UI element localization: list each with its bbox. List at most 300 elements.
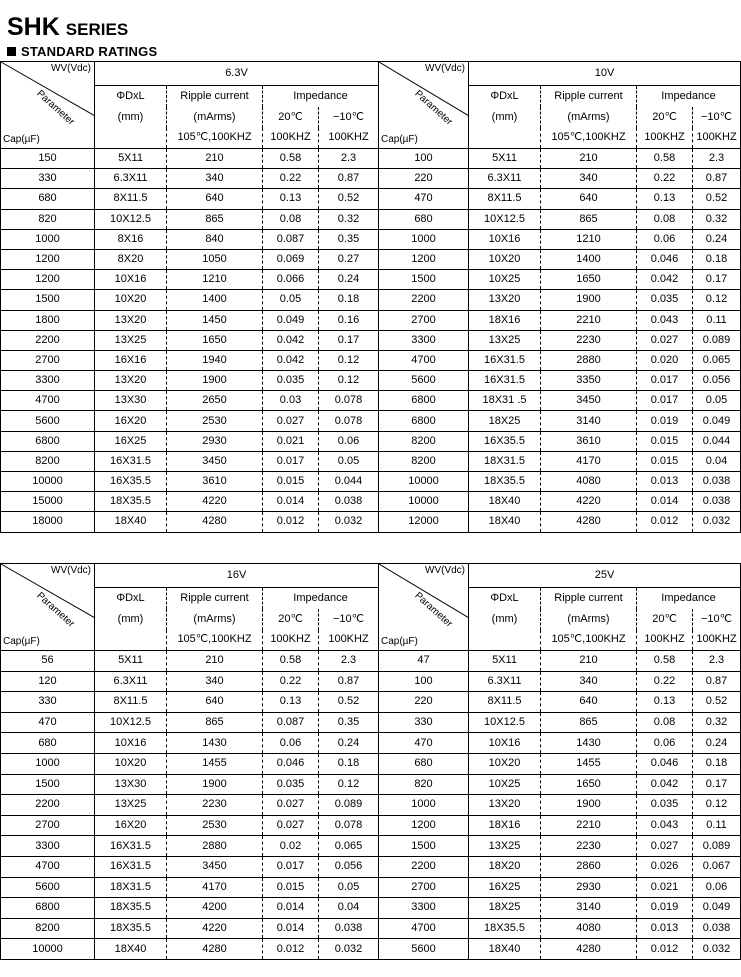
impedance-20-value: 0.02 [263, 836, 319, 857]
impedance-20-value: 0.58 [263, 651, 319, 672]
impedance-header: Impedance [637, 588, 741, 609]
impedance-minus10-value: 0.089 [693, 836, 741, 857]
header-corner [379, 62, 469, 149]
dxl-header: ΦDxL [469, 86, 541, 107]
table-row [1, 411, 379, 431]
table-row [1, 856, 379, 877]
size-value: 8X11.5 [95, 189, 167, 209]
cap-value: 4700 [1, 391, 95, 411]
impedance-minus10-value: 0.06 [319, 431, 379, 451]
ripple-value: 1900 [541, 290, 637, 310]
table-row [1, 189, 379, 209]
ripple-value: 2210 [541, 815, 637, 836]
ripple-value: 2230 [167, 795, 263, 816]
size-value: 18X40 [95, 939, 167, 960]
size-value: 16X16 [95, 350, 167, 370]
ripple-value: 1455 [167, 753, 263, 774]
impedance-minus10-value: 0.52 [319, 189, 379, 209]
freq-20-header: 100KHZ [263, 128, 319, 149]
table-row [1, 391, 379, 411]
size-value: 10X12.5 [95, 712, 167, 733]
ripple-value: 4280 [167, 512, 263, 532]
section-heading-text: STANDARD RATINGS [21, 44, 158, 59]
table-row [379, 229, 741, 249]
cap-value: 3300 [1, 371, 95, 391]
temp-minus10-header: −10℃ [693, 609, 741, 630]
cap-value: 10000 [379, 472, 469, 492]
impedance-minus10-value: 0.27 [319, 249, 379, 269]
ratings-table-0 [0, 61, 379, 533]
dxl-blank [469, 630, 541, 651]
size-value: 16X25 [469, 877, 541, 898]
freq-20-header: 100KHZ [637, 630, 693, 651]
table-row [1, 270, 379, 290]
cap-value: 1500 [379, 270, 469, 290]
cap-value: 330 [1, 169, 95, 189]
mm-unit: (mm) [95, 609, 167, 630]
cap-value: 5600 [379, 371, 469, 391]
parameter-label: Parameter [412, 88, 455, 128]
size-value: 16X31.5 [95, 836, 167, 857]
size-value: 5X11 [469, 651, 541, 672]
size-value: 10X12.5 [95, 209, 167, 229]
ripple-value: 840 [167, 229, 263, 249]
size-value: 10X16 [469, 733, 541, 754]
impedance-20-value: 0.042 [263, 350, 319, 370]
size-value: 8X11.5 [469, 189, 541, 209]
cap-label: Cap(µF) [3, 134, 40, 145]
impedance-minus10-value: 0.04 [693, 451, 741, 471]
cap-value: 1200 [379, 249, 469, 269]
ripple-value: 340 [541, 671, 637, 692]
impedance-20-value: 0.027 [263, 411, 319, 431]
impedance-minus10-value: 0.032 [319, 939, 379, 960]
impedance-20-value: 0.027 [637, 330, 693, 350]
voltage-header: 10V [469, 62, 741, 86]
ripple-value: 2530 [167, 815, 263, 836]
impedance-minus10-value: 0.05 [319, 451, 379, 471]
impedance-20-value: 0.014 [263, 898, 319, 919]
impedance-minus10-value: 0.06 [693, 877, 741, 898]
ripple-value: 640 [167, 189, 263, 209]
header-corner [379, 564, 469, 651]
size-value: 13X30 [95, 774, 167, 795]
table-row [1, 169, 379, 189]
impedance-20-value: 0.027 [263, 795, 319, 816]
size-value: 10X16 [95, 270, 167, 290]
impedance-minus10-value: 0.12 [693, 290, 741, 310]
voltage-header: 25V [469, 564, 741, 588]
cap-value: 4700 [1, 856, 95, 877]
impedance-minus10-value: 0.038 [693, 492, 741, 512]
impedance-minus10-value: 0.11 [693, 310, 741, 330]
impedance-minus10-value: 0.18 [693, 249, 741, 269]
impedance-20-value: 0.035 [263, 371, 319, 391]
ripple-value: 3450 [541, 391, 637, 411]
impedance-minus10-value: 0.32 [693, 712, 741, 733]
impedance-20-value: 0.03 [263, 391, 319, 411]
cap-value: 8200 [1, 918, 95, 939]
size-value: 10X25 [469, 774, 541, 795]
cap-value: 220 [379, 692, 469, 713]
table-row [1, 149, 379, 169]
table-row [379, 753, 741, 774]
ripple-value: 2880 [541, 350, 637, 370]
ripple-value: 1210 [541, 229, 637, 249]
table-row [1, 651, 379, 672]
ripple-value: 4220 [167, 492, 263, 512]
table-row [379, 149, 741, 169]
cap-value: 6800 [379, 391, 469, 411]
table-row [1, 836, 379, 857]
ripple-value: 4080 [541, 918, 637, 939]
cap-value: 6800 [1, 898, 95, 919]
cap-value: 2200 [1, 795, 95, 816]
size-value: 18X25 [469, 411, 541, 431]
table-row [379, 712, 741, 733]
cap-value: 680 [379, 209, 469, 229]
table-row [379, 856, 741, 877]
impedance-20-value: 0.017 [263, 856, 319, 877]
size-value: 18X35.5 [95, 918, 167, 939]
size-value: 18X25 [469, 898, 541, 919]
impedance-minus10-value: 0.044 [319, 472, 379, 492]
ripple-value: 3140 [541, 411, 637, 431]
freq-20-header: 100KHZ [637, 128, 693, 149]
ripple-value: 2530 [167, 411, 263, 431]
cap-value: 10000 [379, 492, 469, 512]
impedance-minus10-value: 0.067 [693, 856, 741, 877]
impedance-20-value: 0.08 [263, 209, 319, 229]
cap-value: 1200 [1, 270, 95, 290]
ripple-value: 210 [167, 651, 263, 672]
table-row [379, 795, 741, 816]
ripple-condition: 105℃,100KHZ [167, 630, 263, 651]
table-row [1, 774, 379, 795]
freq-minus10-header: 100KHZ [693, 128, 741, 149]
size-value: 18X35.5 [95, 492, 167, 512]
ripple-value: 1900 [541, 795, 637, 816]
ripple-value: 1650 [541, 774, 637, 795]
table-row [1, 877, 379, 898]
cap-label: Cap(µF) [381, 134, 418, 145]
size-value: 16X35.5 [469, 431, 541, 451]
impedance-20-value: 0.13 [263, 692, 319, 713]
cap-value: 8200 [379, 431, 469, 451]
temp-20-header: 20℃ [637, 609, 693, 630]
cap-value: 8200 [379, 451, 469, 471]
cap-value: 120 [1, 671, 95, 692]
impedance-20-value: 0.06 [637, 733, 693, 754]
impedance-minus10-value: 0.24 [693, 229, 741, 249]
size-value: 16X20 [95, 815, 167, 836]
size-value: 13X25 [95, 795, 167, 816]
table-row [379, 836, 741, 857]
cap-value: 3300 [379, 898, 469, 919]
table-row [379, 918, 741, 939]
ripple-value: 640 [167, 692, 263, 713]
ripple-value: 340 [167, 671, 263, 692]
impedance-minus10-value: 0.52 [693, 189, 741, 209]
size-value: 18X40 [469, 939, 541, 960]
ripple-value: 4080 [541, 472, 637, 492]
dxl-blank [95, 630, 167, 651]
impedance-minus10-value: 0.056 [693, 371, 741, 391]
freq-minus10-header: 100KHZ [693, 630, 741, 651]
cap-value: 5600 [1, 877, 95, 898]
size-value: 18X31.5 [95, 877, 167, 898]
table-row [379, 310, 741, 330]
parameter-label: Parameter [412, 590, 455, 630]
ripple-value: 3350 [541, 371, 637, 391]
ripple-value: 1430 [167, 733, 263, 754]
impedance-20-value: 0.05 [263, 290, 319, 310]
ripple-value: 1210 [167, 270, 263, 290]
size-value: 16X31.5 [469, 371, 541, 391]
impedance-20-value: 0.013 [637, 472, 693, 492]
cap-value: 3300 [1, 836, 95, 857]
size-value: 18X31.5 [469, 451, 541, 471]
ripple-value: 2860 [541, 856, 637, 877]
table-row [379, 815, 741, 836]
ripple-value: 865 [541, 209, 637, 229]
impedance-minus10-value: 0.05 [319, 877, 379, 898]
size-value: 6.3X11 [95, 169, 167, 189]
ripple-header: Ripple current [541, 588, 637, 609]
impedance-minus10-value: 0.038 [319, 492, 379, 512]
impedance-20-value: 0.017 [637, 371, 693, 391]
impedance-minus10-value: 0.35 [319, 229, 379, 249]
impedance-20-value: 0.087 [263, 712, 319, 733]
table-row [379, 290, 741, 310]
ripple-value: 4200 [167, 898, 263, 919]
table-row [1, 898, 379, 919]
impedance-minus10-value: 0.52 [693, 692, 741, 713]
header-corner [1, 564, 95, 651]
size-value: 10X20 [95, 290, 167, 310]
size-value: 13X25 [469, 330, 541, 350]
impedance-minus10-value: 0.065 [693, 350, 741, 370]
ripple-value: 210 [167, 149, 263, 169]
cap-value: 3300 [379, 330, 469, 350]
size-value: 18X35.5 [469, 472, 541, 492]
ripple-value: 3140 [541, 898, 637, 919]
impedance-minus10-value: 0.038 [319, 918, 379, 939]
ripple-value: 865 [541, 712, 637, 733]
impedance-minus10-value: 0.24 [693, 733, 741, 754]
size-value: 10X20 [469, 249, 541, 269]
table-row [1, 492, 379, 512]
impedance-20-value: 0.06 [637, 229, 693, 249]
impedance-20-value: 0.58 [637, 149, 693, 169]
ripple-condition: 105℃,100KHZ [541, 630, 637, 651]
impedance-minus10-value: 0.078 [319, 411, 379, 431]
cap-value: 220 [379, 169, 469, 189]
impedance-minus10-value: 0.87 [319, 169, 379, 189]
impedance-minus10-value: 0.078 [319, 391, 379, 411]
impedance-20-value: 0.042 [637, 774, 693, 795]
impedance-minus10-value: 0.05 [693, 391, 741, 411]
impedance-minus10-value: 2.3 [319, 651, 379, 672]
ripple-value: 1430 [541, 733, 637, 754]
impedance-20-value: 0.08 [637, 712, 693, 733]
ripple-value: 640 [541, 692, 637, 713]
impedance-20-value: 0.069 [263, 249, 319, 269]
dxl-header: ΦDxL [95, 86, 167, 107]
ripple-value: 2210 [541, 310, 637, 330]
table-row [1, 209, 379, 229]
impedance-header: Impedance [263, 86, 379, 107]
size-value: 16X31.5 [95, 856, 167, 877]
ripple-value: 3610 [167, 472, 263, 492]
cap-value: 820 [1, 209, 95, 229]
freq-minus10-header: 100KHZ [319, 630, 379, 651]
ripple-value: 340 [167, 169, 263, 189]
impedance-20-value: 0.046 [263, 753, 319, 774]
temp-20-header: 20℃ [263, 107, 319, 128]
ripple-header: Ripple current [167, 86, 263, 107]
impedance-minus10-value: 0.044 [693, 431, 741, 451]
cap-value: 6800 [1, 431, 95, 451]
impedance-minus10-value: 0.16 [319, 310, 379, 330]
impedance-20-value: 0.049 [263, 310, 319, 330]
size-value: 16X31.5 [469, 350, 541, 370]
impedance-20-value: 0.026 [637, 856, 693, 877]
size-value: 8X11.5 [95, 692, 167, 713]
cap-value: 820 [379, 774, 469, 795]
impedance-20-value: 0.014 [263, 918, 319, 939]
table-row [1, 512, 379, 532]
ripple-value: 210 [541, 149, 637, 169]
size-value: 13X25 [469, 836, 541, 857]
table-row [379, 411, 741, 431]
cap-value: 15000 [1, 492, 95, 512]
cap-value: 1500 [379, 836, 469, 857]
table-row [379, 512, 741, 532]
series-name: SHK [7, 13, 60, 41]
ripple-value: 2930 [167, 431, 263, 451]
ripple-value: 865 [167, 712, 263, 733]
size-value: 16X35.5 [95, 472, 167, 492]
impedance-minus10-value: 0.078 [319, 815, 379, 836]
mm-unit: (mm) [469, 609, 541, 630]
cap-value: 100 [379, 671, 469, 692]
size-value: 16X20 [95, 411, 167, 431]
table-row [1, 692, 379, 713]
table-row [1, 310, 379, 330]
table-row [379, 472, 741, 492]
cap-value: 2700 [379, 310, 469, 330]
impedance-20-value: 0.22 [263, 671, 319, 692]
impedance-minus10-value: 0.32 [319, 209, 379, 229]
temp-20-header: 20℃ [637, 107, 693, 128]
ripple-value: 340 [541, 169, 637, 189]
ripple-value: 2230 [541, 330, 637, 350]
impedance-20-value: 0.019 [637, 898, 693, 919]
temp-minus10-header: −10℃ [319, 107, 379, 128]
ripple-header: Ripple current [541, 86, 637, 107]
mm-unit: (mm) [469, 107, 541, 128]
cap-value: 2700 [1, 350, 95, 370]
ripple-value: 1450 [167, 310, 263, 330]
impedance-minus10-value: 2.3 [319, 149, 379, 169]
table-row [1, 815, 379, 836]
size-value: 18X40 [95, 512, 167, 532]
impedance-minus10-value: 0.35 [319, 712, 379, 733]
dxl-blank [469, 128, 541, 149]
ripple-value: 4170 [541, 451, 637, 471]
size-value: 13X20 [469, 290, 541, 310]
table-row [1, 733, 379, 754]
impedance-minus10-value: 0.049 [693, 898, 741, 919]
temp-20-header: 20℃ [263, 609, 319, 630]
cap-label: Cap(µF) [381, 636, 418, 647]
cap-value: 56 [1, 651, 95, 672]
impedance-minus10-value: 0.52 [319, 692, 379, 713]
table-row [379, 249, 741, 269]
table-row [379, 651, 741, 672]
impedance-20-value: 0.012 [263, 512, 319, 532]
mm-unit: (mm) [95, 107, 167, 128]
cap-value: 1500 [1, 290, 95, 310]
cap-value: 2200 [379, 290, 469, 310]
cap-value: 4700 [379, 918, 469, 939]
impedance-minus10-value: 0.089 [319, 795, 379, 816]
impedance-20-value: 0.015 [637, 431, 693, 451]
impedance-20-value: 0.035 [637, 795, 693, 816]
impedance-minus10-value: 2.3 [693, 149, 741, 169]
impedance-20-value: 0.58 [637, 651, 693, 672]
impedance-minus10-value: 0.089 [693, 330, 741, 350]
impedance-minus10-value: 0.11 [693, 815, 741, 836]
table-row [1, 671, 379, 692]
impedance-minus10-value: 0.04 [319, 898, 379, 919]
table-row [379, 692, 741, 713]
impedance-20-value: 0.021 [263, 431, 319, 451]
series-title [7, 14, 128, 40]
ripple-value: 210 [541, 651, 637, 672]
impedance-20-value: 0.014 [637, 492, 693, 512]
size-value: 6.3X11 [95, 671, 167, 692]
cap-label: Cap(µF) [3, 636, 40, 647]
wv-label: WV(Vdc) [51, 63, 91, 74]
ripple-value: 1050 [167, 249, 263, 269]
size-value: 18X40 [469, 492, 541, 512]
ripple-value: 1650 [541, 270, 637, 290]
impedance-20-value: 0.015 [263, 877, 319, 898]
table-row [379, 451, 741, 471]
impedance-minus10-value: 0.065 [319, 836, 379, 857]
table-row [379, 330, 741, 350]
impedance-20-value: 0.043 [637, 815, 693, 836]
ripple-value: 1900 [167, 371, 263, 391]
size-value: 18X31 .5 [469, 391, 541, 411]
dxl-blank [95, 128, 167, 149]
impedance-20-value: 0.066 [263, 270, 319, 290]
impedance-20-value: 0.021 [637, 877, 693, 898]
table-row [379, 350, 741, 370]
size-value: 10X16 [95, 733, 167, 754]
cap-value: 6800 [379, 411, 469, 431]
impedance-20-value: 0.013 [637, 918, 693, 939]
cap-value: 10000 [1, 472, 95, 492]
size-value: 13X30 [95, 391, 167, 411]
size-value: 16X25 [95, 431, 167, 451]
size-value: 10X12.5 [469, 712, 541, 733]
ripple-value: 4280 [541, 512, 637, 532]
cap-value: 1000 [1, 753, 95, 774]
cap-value: 1000 [379, 795, 469, 816]
